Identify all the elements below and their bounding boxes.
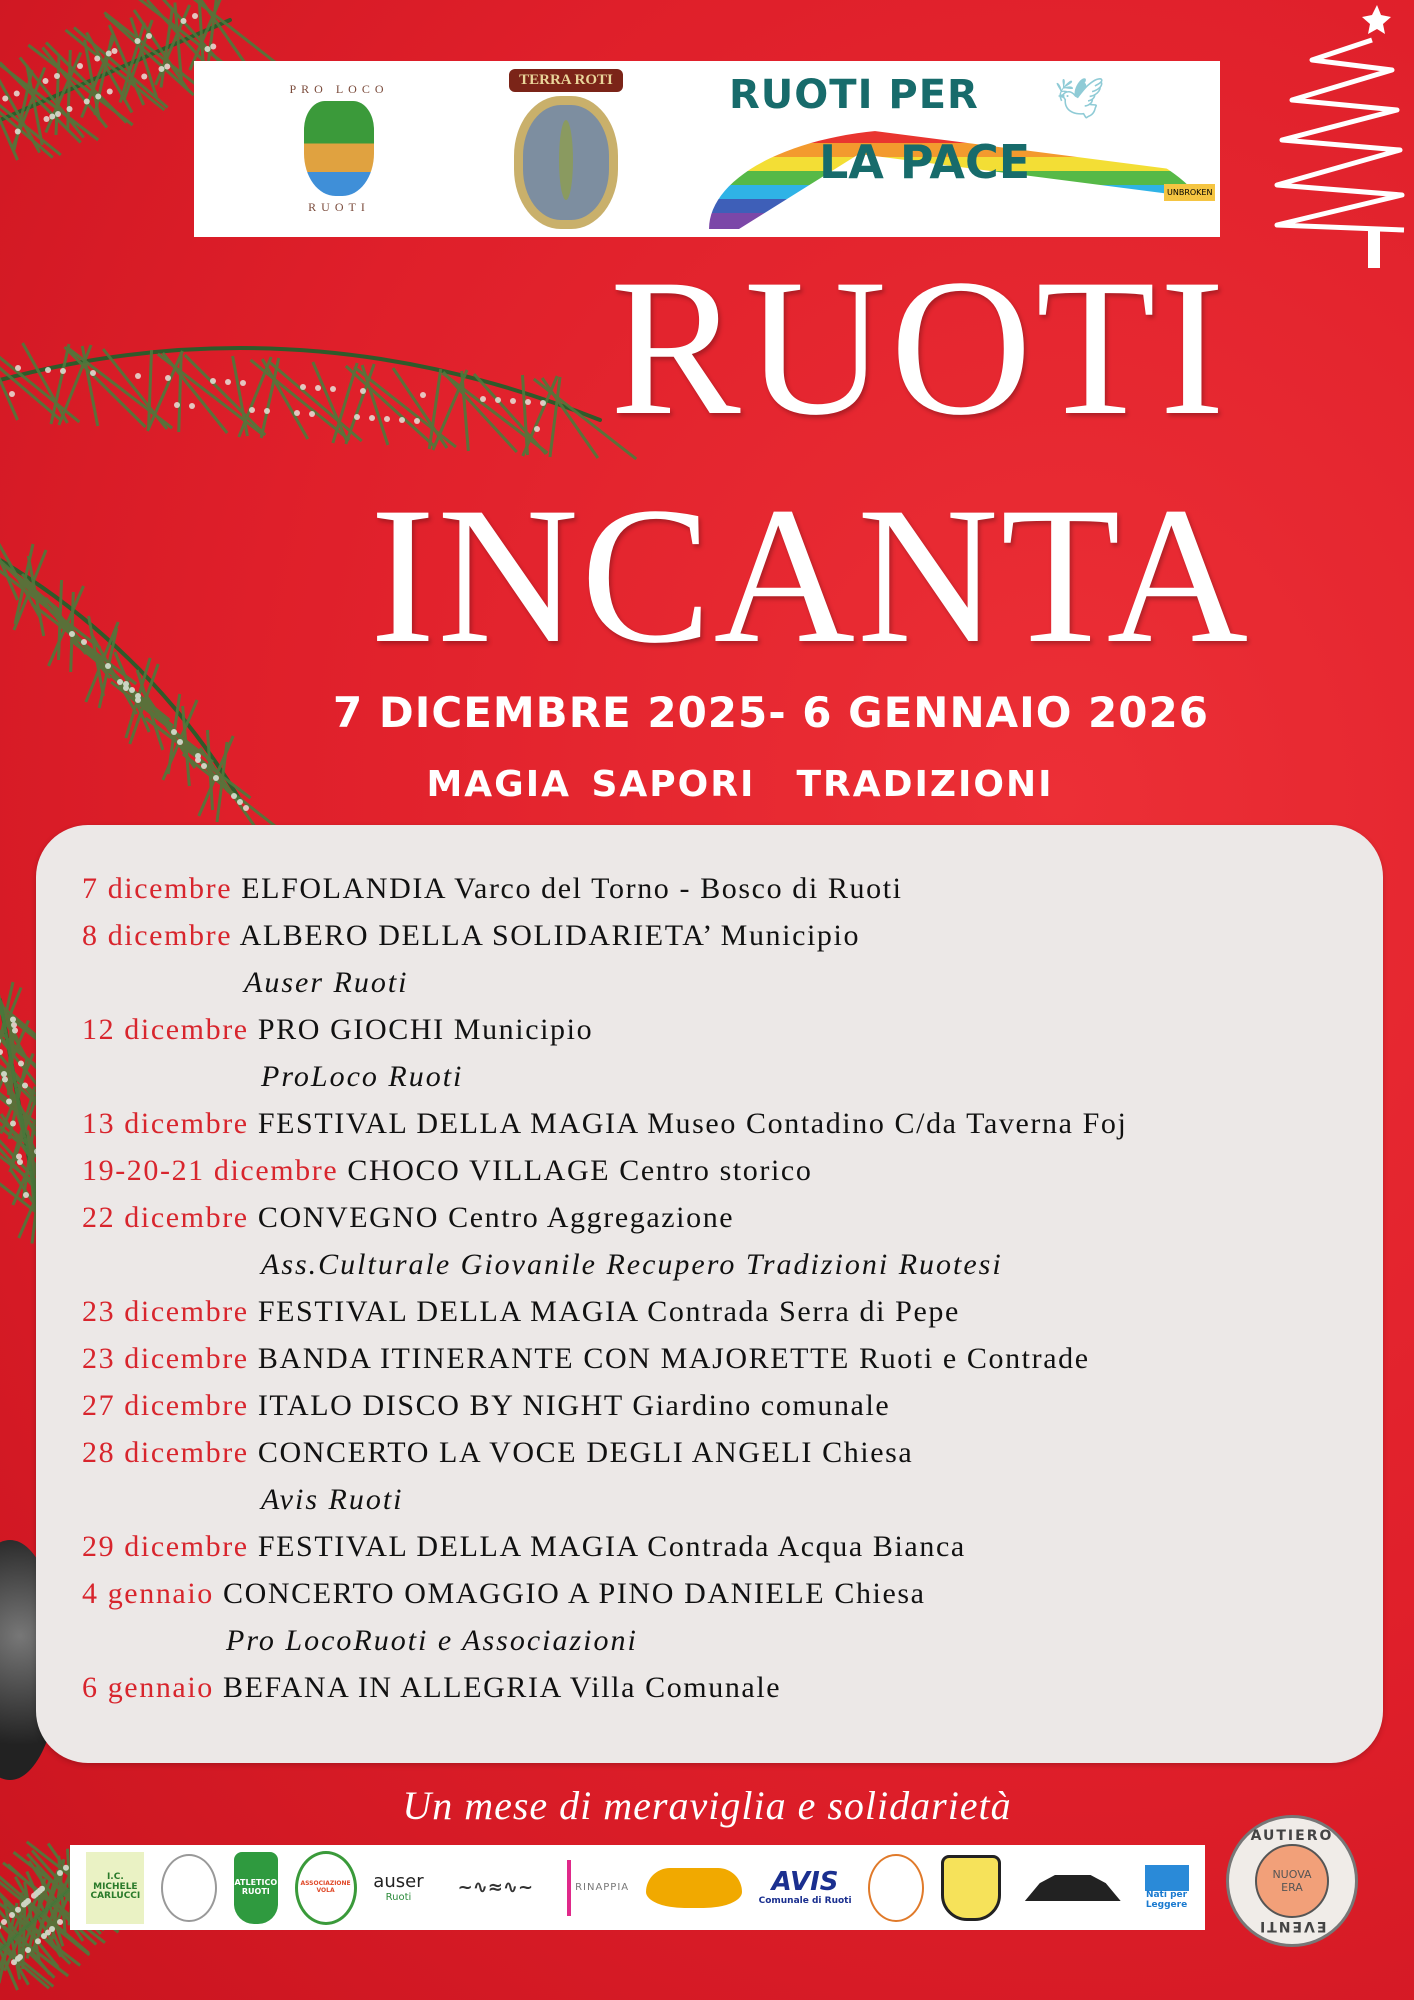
seal-logo	[161, 1854, 217, 1922]
pine-needle	[346, 366, 390, 406]
pine-needle	[375, 405, 388, 445]
frost-dot	[95, 94, 101, 100]
frost-dot	[14, 91, 20, 97]
frost-dot	[354, 414, 360, 420]
event-date: 13 dicembre	[82, 1107, 249, 1140]
frost-dot	[177, 739, 183, 745]
frost-dot	[249, 407, 255, 413]
badge-bottom: EVENTI	[1257, 1918, 1327, 1934]
event-date: 29 dicembre	[82, 1530, 249, 1563]
frost-dot	[135, 38, 141, 44]
avis-logo-sub: Comunale di Ruoti	[758, 1895, 852, 1906]
frost-dot	[164, 64, 170, 70]
pine-needle	[233, 356, 240, 396]
frost-dot	[495, 397, 501, 403]
tagline: Un mese di meraviglia e solidarietà	[402, 1783, 1012, 1828]
event-date: 7 dicembre	[82, 872, 233, 905]
shield-logo	[941, 1855, 1001, 1921]
frost-dot	[264, 408, 270, 414]
frost-dot	[420, 392, 426, 398]
frost-dot	[23, 1192, 29, 1198]
frost-dot	[181, 18, 187, 24]
pine-needle	[219, 25, 247, 65]
frost-dot	[309, 411, 315, 417]
event-date: 23 dicembre	[82, 1342, 249, 1375]
auser-logo-sub: Ruoti	[385, 1891, 412, 1903]
event-date: 4 gennaio	[82, 1577, 214, 1610]
event-place: Municipio	[720, 919, 861, 952]
pine-needle	[195, 393, 227, 433]
frost-dot	[225, 379, 231, 385]
frost-dot	[10, 1121, 16, 1127]
event-date: 8 dicembre	[82, 919, 233, 952]
frost-dot	[300, 384, 306, 390]
frost-dot	[49, 1926, 55, 1932]
event-place: Giardino comunale	[632, 1389, 891, 1422]
partner-logos-banner	[194, 61, 1220, 237]
frost-dot	[510, 398, 516, 404]
frost-dot	[201, 763, 207, 769]
event-place: Contrada Acqua Bianca	[647, 1530, 966, 1563]
badge-middle2: ERA	[1281, 1881, 1303, 1894]
atletico-ruoti-logo: ATLETICO RUOTI	[234, 1852, 278, 1924]
proloco-ruoti-logo	[284, 73, 394, 223]
pine-needle	[72, 592, 73, 632]
event-title: ELFOLANDIA	[241, 872, 446, 905]
nati-per-leggere-logo: Nati per Leggere	[1145, 1865, 1189, 1911]
sponsor-logos-strip	[70, 1845, 1205, 1930]
frost-dot	[60, 368, 66, 374]
autiero-eventi-badge	[1226, 1815, 1358, 1947]
frost-dot	[81, 639, 87, 645]
pine-needle	[435, 369, 441, 409]
event-row	[82, 865, 1363, 912]
event-title: FESTIVAL DELLA MAGIA	[257, 1295, 639, 1328]
pine-needle	[313, 362, 330, 402]
event-row	[82, 912, 1363, 959]
frost-dot	[159, 66, 165, 72]
event-row	[82, 1523, 1363, 1570]
frost-dot	[112, 48, 118, 54]
frost-dot	[35, 1938, 41, 1944]
pine-needle	[333, 403, 345, 443]
pine-needle	[465, 411, 468, 451]
frost-dot	[205, 46, 211, 52]
proloco-logo-top: PRO LOCO	[289, 81, 389, 96]
frost-dot	[57, 1870, 63, 1876]
pine-needle	[217, 782, 222, 822]
frost-dot	[2, 96, 8, 102]
event-title: CONCERTO LA VOCE DEGLI ANGELI	[257, 1436, 813, 1469]
rinappia-logo: RINAPPIA	[567, 1860, 629, 1916]
frost-dot	[107, 89, 113, 95]
frost-dot	[45, 367, 51, 373]
frost-dot	[525, 399, 531, 405]
frost-dot	[54, 73, 60, 79]
auser-logo	[373, 1872, 423, 1903]
pine-needle	[71, 632, 72, 672]
frost-dot	[0, 1049, 3, 1055]
frost-dot	[243, 805, 249, 811]
avis-logo-text: AVIS	[771, 1867, 839, 1898]
frost-dot	[240, 380, 246, 386]
frost-dot	[10, 1017, 16, 1023]
frost-dot	[210, 378, 216, 384]
pine-needle	[150, 350, 152, 390]
christmas-tree-icon	[1272, 0, 1407, 270]
frost-dot	[63, 1865, 69, 1871]
frost-dot	[369, 415, 375, 421]
frost-dot	[174, 402, 180, 408]
frost-dot	[77, 63, 83, 69]
event-place: Contrada Serra di Pepe	[647, 1295, 960, 1328]
event-title: PRO GIOCHI	[257, 1013, 445, 1046]
event-row	[82, 1006, 1363, 1053]
frost-dot	[195, 753, 201, 759]
event-place: Chiesa	[822, 1436, 914, 1469]
badge-middle1: NUOVA	[1272, 1868, 1312, 1881]
proloco-logo-bottom: RUOTI	[308, 199, 370, 214]
event-row	[82, 1288, 1363, 1335]
pine-needle	[474, 374, 510, 414]
frost-dot	[17, 1159, 23, 1165]
event-date: 22 dicembre	[82, 1201, 249, 1234]
event-title: FESTIVAL DELLA MAGIA	[257, 1107, 639, 1140]
event-date-range: 7 DICEMBRE 2025- 6 GENNAIO 2026	[333, 688, 1209, 737]
event-title: CHOCO VILLAGE	[347, 1154, 611, 1187]
event-row	[82, 1382, 1363, 1429]
frost-dot	[15, 129, 21, 135]
event-row	[82, 1194, 1363, 1241]
frost-dot	[2, 1077, 8, 1083]
event-organizer: Pro LocoRuoti e Associazioni	[226, 1624, 638, 1657]
frost-dot	[294, 410, 300, 416]
frost-dot	[16, 1154, 22, 1160]
event-organizer: Avis Ruoti	[261, 1483, 404, 1516]
round-logo	[868, 1854, 924, 1922]
event-date: 6 gennaio	[82, 1671, 214, 1704]
frost-dot	[192, 13, 198, 19]
dove-icon: 🕊	[1054, 76, 1105, 121]
frost-dot	[360, 388, 366, 394]
handwritten-logo: ~∿≈∿~	[457, 1876, 534, 1898]
school-logo: I.C. MICHELE CARLUCCI	[86, 1852, 144, 1924]
frost-dot	[44, 116, 50, 122]
event-place: Centro Aggregazione	[448, 1201, 735, 1234]
frost-dot	[171, 729, 177, 735]
auser-logo-text: auser	[373, 1871, 424, 1893]
frost-dot	[135, 693, 141, 699]
frost-dot	[540, 400, 546, 406]
subtitle: MAGIA SAPORI TRADIZIONI	[426, 764, 1054, 805]
frost-dot	[25, 1947, 31, 1953]
frost-dot	[213, 775, 219, 781]
frost-dot	[117, 679, 123, 685]
title-line-2: INCANTA	[370, 467, 1251, 684]
pine-needle	[130, 704, 144, 744]
pine-needle	[35, 105, 43, 145]
event-date: 28 dicembre	[82, 1436, 249, 1469]
frost-dot	[330, 386, 336, 392]
frost-dot	[43, 78, 49, 84]
pine-needle	[480, 412, 517, 452]
badge-center	[1255, 1844, 1329, 1918]
frost-dot	[15, 365, 21, 371]
frost-dot	[315, 385, 321, 391]
associazione-vola-logo: ASSOCIAZIONE VOLA	[295, 1851, 357, 1925]
events-panel	[36, 825, 1383, 1763]
frost-dot	[94, 56, 100, 62]
event-place: Chiesa	[834, 1577, 926, 1610]
event-title: ALBERO DELLA SOLIDARIETA’	[239, 919, 712, 952]
frost-dot	[90, 370, 96, 376]
frost-dot	[1, 1071, 7, 1077]
event-row	[82, 1100, 1363, 1147]
events-list	[82, 865, 1363, 1711]
frost-dot	[57, 1919, 63, 1925]
event-row	[82, 1570, 1363, 1617]
frost-dot	[237, 799, 243, 805]
frost-dot	[22, 1083, 28, 1089]
frost-dot	[69, 631, 75, 637]
avis-logo	[759, 1868, 852, 1906]
badge-top: AUTIERO	[1250, 1828, 1334, 1844]
frost-dot	[105, 663, 111, 669]
frost-dot	[414, 418, 420, 424]
pine-needle	[49, 626, 66, 666]
event-title: CONVEGNO	[257, 1201, 439, 1234]
event-place: Varco del Torno - Bosco di Ruoti	[454, 872, 903, 905]
frost-dot	[384, 416, 390, 422]
frost-dot	[25, 1898, 31, 1904]
frost-dot	[1, 1919, 7, 1925]
frost-dot	[135, 373, 141, 379]
frost-dot	[141, 74, 147, 80]
pine-needle	[522, 375, 525, 415]
ruoti-per-la-pace-logo	[709, 69, 1213, 229]
event-title: FESTIVAL DELLA MAGIA	[257, 1530, 639, 1563]
frost-dot	[106, 51, 112, 57]
pine-needle	[0, 380, 18, 420]
crest-ribbon: TERRA ROTI	[509, 69, 623, 92]
event-row	[82, 1335, 1363, 1382]
event-title: ITALO DISCO BY NIGHT	[257, 1389, 624, 1422]
event-date: 27 dicembre	[82, 1389, 249, 1422]
event-title: CONCERTO OMAGGIO A PINO DANIELE	[222, 1577, 826, 1610]
frost-dot	[9, 1912, 15, 1918]
frost-dot	[210, 44, 216, 50]
frost-dot	[39, 1886, 45, 1892]
frost-dot	[6, 1099, 12, 1105]
peace-logo-line2: LA PACE	[819, 135, 1031, 189]
terra-roti-crest	[506, 69, 626, 229]
frost-dot	[17, 1954, 23, 1960]
frost-dot	[189, 403, 195, 409]
frost-dot	[165, 375, 171, 381]
event-place: Municipio	[453, 1013, 594, 1046]
frost-dot	[49, 114, 55, 120]
event-date: 12 dicembre	[82, 1013, 249, 1046]
frost-dot	[18, 1061, 24, 1067]
pine-needle	[261, 398, 270, 438]
frost-dot	[67, 106, 73, 112]
pine-needle	[59, 385, 75, 425]
frost-dot	[12, 1028, 18, 1034]
event-row	[82, 1147, 1363, 1194]
event-organizer: Auser Ruoti	[244, 966, 409, 999]
frost-dot	[129, 687, 135, 693]
village-silhouette-logo	[1018, 1866, 1128, 1910]
unbroken-logo: UNBROKEN	[1164, 184, 1215, 201]
peace-logo-line1: RUOTI PER	[729, 72, 979, 118]
pine-needle	[179, 392, 180, 432]
frost-dot	[123, 681, 129, 687]
village-illustration	[304, 101, 374, 196]
event-row	[82, 1429, 1363, 1476]
frost-dot	[11, 1022, 17, 1028]
frost-dot	[9, 391, 15, 397]
frost-dot	[146, 33, 152, 39]
frost-dot	[84, 99, 90, 105]
event-place: Ruoti e Contrade	[859, 1342, 1090, 1375]
event-date: 19-20-21 dicembre	[82, 1154, 339, 1187]
event-title: BANDA ITINERANTE CON MAJORETTE	[257, 1342, 850, 1375]
event-organizer: Ass.Culturale Giovanile Recupero Tradizioni Ruotesi	[261, 1248, 1003, 1281]
event-date: 23 dicembre	[82, 1295, 249, 1328]
winged-logo	[646, 1868, 742, 1908]
crest-shield-icon	[514, 96, 618, 229]
pine-needle	[550, 417, 555, 457]
frost-dot	[15, 1907, 21, 1913]
frost-dot	[231, 793, 237, 799]
title-line-1: RUOTI	[610, 239, 1229, 456]
frost-dot	[534, 426, 540, 432]
frost-dot	[399, 417, 405, 423]
event-organizer: ProLoco Ruoti	[261, 1060, 464, 1093]
event-place: Villa Comunale	[569, 1671, 782, 1704]
frost-dot	[480, 396, 486, 402]
frost-dot	[55, 111, 61, 117]
event-place: Centro storico	[619, 1154, 813, 1187]
pine-needle	[300, 400, 349, 440]
pine-needle	[199, 776, 216, 816]
event-row	[82, 1664, 1363, 1711]
event-title: BEFANA IN ALLEGRIA	[222, 1671, 562, 1704]
pine-needle	[90, 386, 98, 426]
event-place: Museo Contadino C/da Taverna Foj	[647, 1107, 1128, 1140]
